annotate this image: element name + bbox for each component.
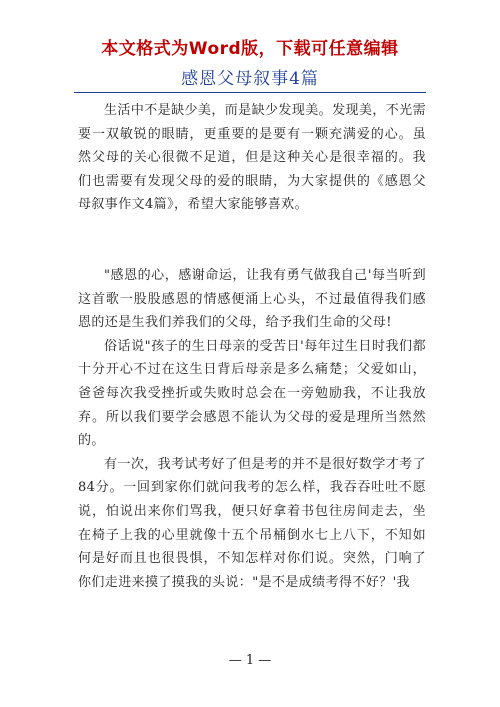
title-divider <box>74 92 426 93</box>
paragraph-saying: 俗话说"孩子的生日母亲的受苦日'每年过生日时我们都十分开心不过在这生日背后母亲是多么痛楚；父爱如山，爸爸每次我受挫折或失败时总会在一旁勉励我，不让我放弃。所以我们要学会感恩不能认为父母的爱是理所当然然的。 <box>78 338 426 449</box>
paragraph-exam: 有一次，我考试考好了但是考的并不是很好数学才考了84分。一回到家你们就问我考的怎么样，我吞吞吐吐不愿说，怕说出来你们骂我，便只好拿着书包往房间走去，坐在椅子上我的心里就像十五个吊桶倒水七上八下，不知如何是好而且也很畏惧，不知怎样对你们说。突然，门响了你们走进来摸了摸我的头说："是不是成绩考得不好？'我 <box>78 456 426 590</box>
document-title: 感恩父母叙事4篇 <box>181 69 319 89</box>
document-body <box>78 99 426 594</box>
download-notice: 本文格式为Word版，下载可任意编辑 <box>101 39 399 59</box>
paragraph-intro: 生活中不是缺少美，而是缺少发现美。发现美，不光需要一双敏锐的眼睛，更重要的是要有一颗充满爱的心。虽然父母的关心很微不足道，但是这种关心是很幸福的。我们也需要有发现父母的爱的眼睛，为大家提供的《感恩父母叙事作文4篇》，希望大家能够喜欢。 <box>78 103 426 213</box>
paragraph-song: "感恩的心，感谢命运，让我有勇气做我自己'每当听到这首歌一股股感恩的情感便涌上心头，不过最值得我们感恩的还是生我们养我们的父母，给予我们生命的父母! <box>78 267 426 331</box>
page-number: — 1 — <box>228 653 272 668</box>
